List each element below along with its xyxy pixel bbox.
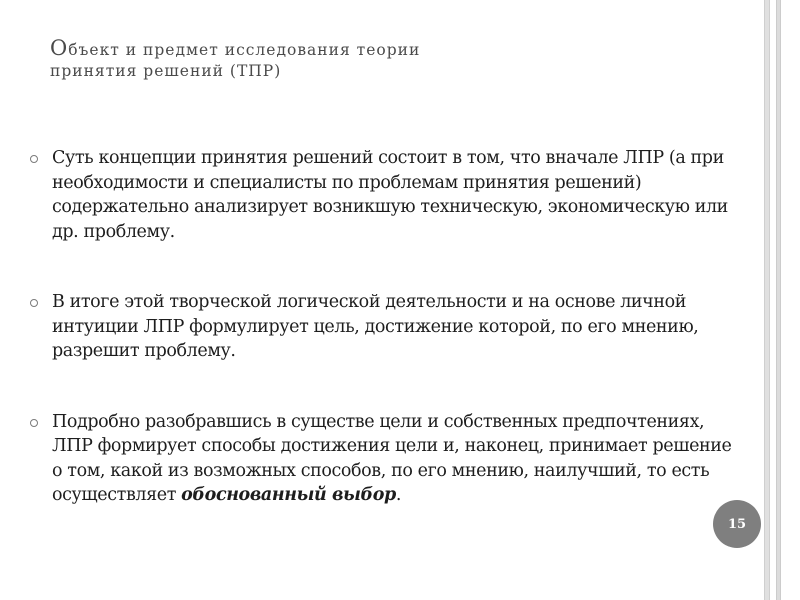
decorative-stripe-left (764, 0, 770, 600)
title-line-1-text: бъект и предмет исследования теории (68, 41, 421, 59)
emphasized-term: обоснованный выбор (181, 485, 396, 505)
bullet-text: Суть концепции принятия решений состоит в том, что вначале ЛПР (а при необходимости и специалисты по проблемам принятия решений) содержательно анализирует возникшую техническую, экономическую или др. проблему. (52, 148, 728, 242)
bullet-item (30, 290, 745, 364)
page-number: 15 (727, 516, 747, 532)
page-number-badge (713, 500, 761, 548)
title-line-1 (50, 35, 750, 62)
title-initial-capital: О (50, 36, 69, 60)
bullet-circle-icon (30, 299, 38, 307)
bullet-list (30, 146, 745, 508)
bullet-circle-icon (30, 419, 38, 427)
bullet-text-tail: . (395, 485, 402, 505)
decorative-stripe-right (776, 0, 781, 600)
bullet-item (30, 410, 745, 508)
bullet-item (30, 146, 745, 244)
title-line-2: принятия решений (ТПР) (50, 61, 282, 80)
bullet-circle-icon (30, 155, 38, 163)
slide-title (50, 35, 750, 82)
bullet-text: В итоге этой творческой логической деятельности и на основе личной интуиции ЛПР формулирует цель, достижение которой, по его мнению, разрешит проблему. (52, 292, 699, 361)
bullet-text: Подробно разобравшись в существе цели и собственных предпочтениях, ЛПР формирует способы достижения цели и, наконец, принимает решение о том, какой из возможных способов, по его мнению, наилучший, то есть осуществляет (52, 411, 732, 505)
